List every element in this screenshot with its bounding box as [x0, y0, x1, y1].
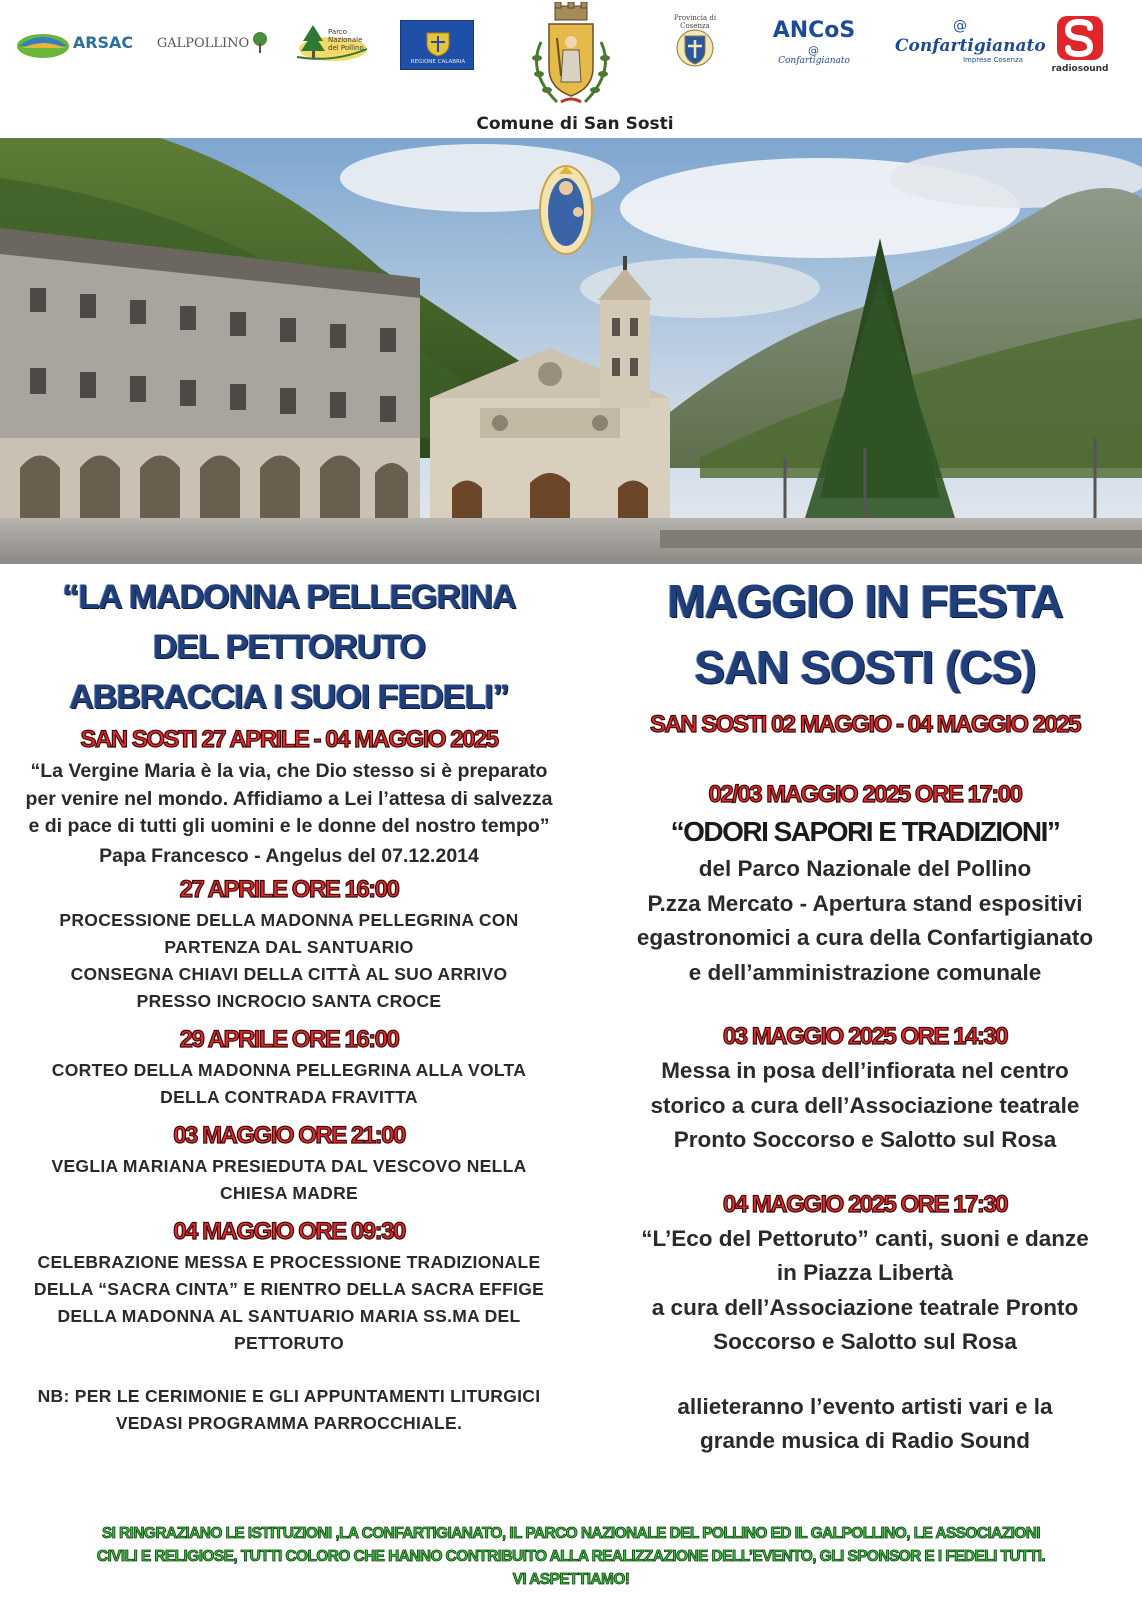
right-title	[590, 568, 1140, 700]
sanctuary-landscape-image	[0, 138, 1142, 564]
municipal-coat-of-arms-icon	[517, 2, 625, 112]
event-line: del Parco Nazionale del Pollino	[698, 856, 1032, 881]
event-line: PRESSO INCROCIO SANTA CROCE	[136, 990, 442, 1011]
event-line: P.zza Mercato - Apertura stand espositivi	[647, 890, 1083, 916]
event-description	[14, 907, 564, 1015]
province-shield-icon	[675, 26, 715, 70]
event-line: a cura dell’Associazione teatrale Pronto	[651, 1294, 1079, 1320]
galpollino-logo: GALPOLLINO	[155, 26, 271, 60]
sponsor-logo-bar	[0, 0, 1142, 135]
event-line: CONSEGNA CHIAVI DELLA CITTÀ AL SUO ARRIVO	[70, 963, 508, 984]
arsac-logo: ARSAC	[12, 22, 136, 62]
closing-line: grande musica di Radio Sound	[699, 1428, 1031, 1453]
event-line: PETTORUTO	[234, 1332, 344, 1353]
parco-pollino-logo: Parco Nazionale del Pollino	[292, 18, 370, 64]
event-description	[14, 1153, 564, 1207]
comune-crest	[516, 2, 626, 112]
left-column-program	[14, 572, 564, 1437]
event-line: CORTEO DELLA MADONNA PELLEGRINA ALLA VOLTA	[51, 1059, 527, 1080]
event-description	[14, 1249, 564, 1357]
event-line: VEGLIA MARIANA PRESIEDUTA DAL VESCOVO NELLA	[51, 1155, 527, 1176]
event-description	[590, 852, 1140, 990]
arsac-emblem-icon	[15, 24, 71, 60]
event-line: CELEBRAZIONE MESSA E PROCESSIONE TRADIZIONALE	[37, 1251, 541, 1272]
left-title-line: “LA MADONNA PELLEGRINA	[62, 578, 516, 616]
event-line: Messa in posa dell’infiorata nel centro	[661, 1058, 1069, 1083]
tree-icon	[251, 31, 269, 55]
left-date-range: SAN SOSTI 27 APRILE - 04 MAGGIO 2025	[80, 726, 498, 753]
event-line: in Piazza Libertà	[776, 1260, 954, 1285]
event-line: DELLA CONTRADA FRAVITTA	[160, 1086, 418, 1107]
event-time: 03 MAGGIO ORE 21:00	[173, 1121, 405, 1149]
thanks-footer	[8, 1522, 1134, 1591]
event-line: “L’Eco del Pettoruto” canti, suoni e danze	[641, 1225, 1089, 1251]
left-title-line: ABBRACCIA I SUOI FEDELI”	[69, 678, 509, 716]
at-sign-icon: @	[808, 44, 819, 57]
footer-line: CIVILI E RELIGIOSE, TUTTI COLORO CHE HANNO CONTRIBUITO ALLA REALIZZAZIONE DELL’EVENTO, GLI SPONSOR E I FEDELI TUTTI.	[96, 1548, 1046, 1565]
event-time: 02/03 MAGGIO 2025 ORE 17:00	[708, 781, 1022, 808]
event-time: 29 APRILE ORE 16:00	[179, 1025, 399, 1053]
event-line: DELLA “SACRA CINTA” E RIENTRO DELLA SACRA EFFIGE	[33, 1278, 545, 1299]
note-line: VEDASI PROGRAMMA PARROCCHIALE.	[115, 1412, 463, 1433]
sanctuary-photo	[0, 138, 1142, 564]
event-line: PARTENZA DAL SANTUARIO	[164, 936, 414, 957]
liturgical-note	[14, 1383, 564, 1437]
footer-line: VI ASPETTIAMO!	[512, 1571, 630, 1588]
note-line: NB: PER LE CERIMONIE E GLI APPUNTAMENTI LITURGICI	[37, 1385, 541, 1406]
event-time: 04 MAGGIO 2025 ORE 17:30	[722, 1190, 1008, 1218]
comune-caption: Comune di San Sosti	[476, 114, 674, 134]
right-title-line: SAN SOSTI (CS)	[694, 641, 1036, 693]
left-title-line: DEL PETTORUTO	[152, 628, 426, 666]
footer-line: SI RINGRAZIANO LE ISTITUZIONI ,LA CONFARTIGIANATO, IL PARCO NAZIONALE DEL POLLINO ED IL GALPOLLINO, LE ASSOCIAZIONI	[101, 1525, 1041, 1542]
event-description	[14, 1057, 564, 1111]
event-time: 27 APRILE ORE 16:00	[179, 875, 399, 903]
event-line: Soccorso e Salotto sul Rosa	[713, 1329, 1017, 1354]
radiosound-logo: radiosound	[1050, 16, 1110, 78]
event-description	[590, 1054, 1140, 1158]
event-time: 04 MAGGIO ORE 09:30	[173, 1217, 405, 1245]
right-date-range: SAN SOSTI 02 MAGGIO - 04 MAGGIO 2025	[649, 711, 1081, 738]
event-line: PROCESSIONE DELLA MADONNA PELLEGRINA CON	[59, 909, 519, 930]
event-line: egastronomici a cura della Confartigianato	[636, 925, 1094, 950]
closing-line: allieteranno l’evento artisti vari e la	[677, 1393, 1053, 1419]
right-column-program	[590, 572, 1140, 1459]
event-line: storico a cura dell’Associazione teatrale	[650, 1092, 1080, 1118]
regione-calabria-logo: REGIONE CALABRIA	[400, 20, 474, 70]
event-time: 03 MAGGIO 2025 ORE 14:30	[722, 1023, 1008, 1050]
radio-s-icon	[1057, 16, 1103, 60]
right-title-line: MAGGIO IN FESTA	[667, 575, 1063, 627]
regional-shield-icon	[424, 30, 452, 58]
event-line: CHIESA MADRE	[219, 1182, 359, 1203]
pope-quote: “La Vergine Maria è la via, che Dio stesso si è preparato per venire nel mondo. Affidiamo a Lei l’attesa di salvezza e di pace di tutti gli uomini e le donne del nostro tempo”	[25, 760, 553, 837]
quote-author: Papa Francesco - Angelus del 07.12.2014	[99, 844, 479, 867]
event-line: DELLA MADONNA AL SANTUARIO MARIA SS.MA DEL	[57, 1305, 521, 1326]
closing-message	[590, 1390, 1140, 1459]
event-line: Pronto Soccorso e Salotto sul Rosa	[673, 1127, 1057, 1152]
left-title	[14, 572, 564, 722]
event-description	[590, 1222, 1140, 1360]
event-headline: “ODORI SAPORI E TRADIZIONI”	[670, 816, 1060, 847]
ancos-logo: ANCoS @ Confartigianato	[772, 18, 856, 66]
confartigianato-logo: @ Confartigianato Imprese Cosenza	[895, 18, 1046, 64]
at-sign-icon: @	[953, 18, 967, 34]
provincia-cosenza-logo: Provincia di Cosenza	[660, 14, 730, 74]
event-line: e dell’amministrazione comunale	[688, 959, 1042, 985]
